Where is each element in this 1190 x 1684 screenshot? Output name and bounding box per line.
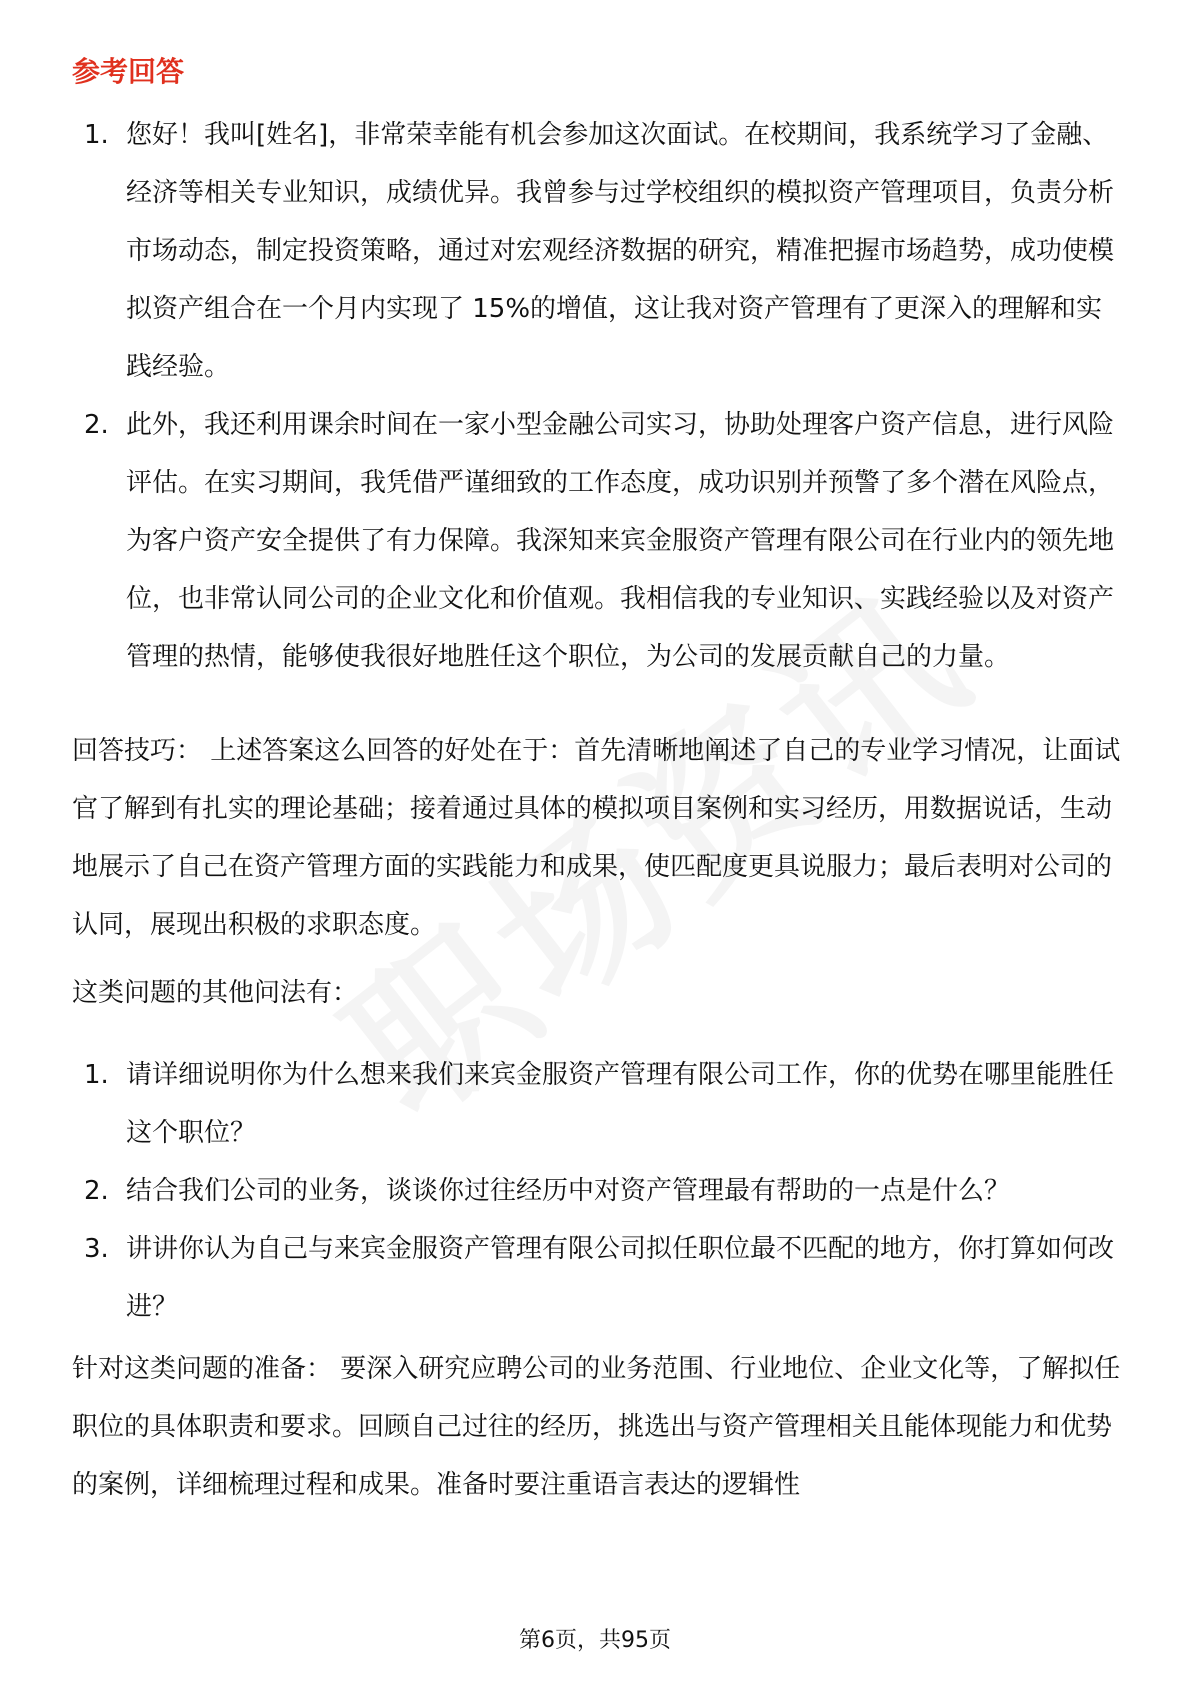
list-number: 1.: [84, 120, 109, 150]
list-item: [0, 1046, 1121, 1162]
list-item: [0, 1220, 1121, 1336]
preparation-paragraph: 针对这类问题的准备： 要深入研究应聘公司的业务范围、行业地位、企业文化等，了解拟任职位的具体职责和要求。回顾自己过往的经历，挑选出与资产管理相关且能体现能力和优势的案例，详细梳理过程和成果。准备时要注重语言表达的逻辑性: [72, 1354, 1121, 1500]
section-heading: 参考回答: [72, 55, 185, 88]
tips-paragraph: 回答技巧： 上述答案这么回答的好处在于：首先清晰地阐述了自己的专业学习情况，让面试官了解到有扎实的理论基础；接着通过具体的模拟项目案例和实习经历，用数据说话，生动地展示了自己在资产管理方面的实践能力和成果，使匹配度更具说服力；最后表明对公司的认同，展现出积极的求职态度。: [72, 736, 1121, 940]
list-number: 3.: [84, 1234, 109, 1264]
list-text: 结合我们公司的业务，谈谈你过往经历中对资产管理最有帮助的一点是什么？: [126, 1176, 1011, 1206]
list-item: [0, 396, 1121, 686]
list-item: [0, 106, 1121, 396]
list-item: [0, 1162, 1121, 1220]
list-text: 讲讲你认为自己与来宾金服资产管理有限公司拟任职位最不匹配的地方，你打算如何改进？: [126, 1234, 1115, 1322]
answer-list: [0, 106, 1121, 686]
list-number: 2.: [84, 1176, 109, 1206]
other-questions-intro: 这类问题的其他问法有：: [72, 978, 359, 1008]
list-text: 请详细说明你为什么想来我们来宾金服资产管理有限公司工作，你的优势在哪里能胜任这个职位？: [126, 1060, 1115, 1148]
page-number: 第6页，共95页: [519, 1628, 671, 1653]
list-text: 此外，我还利用课余时间在一家小型金融公司实习，协助处理客户资产信息，进行风险评估。在实习期间，我凭借严谨细致的工作态度，成功识别并预警了多个潜在风险点，为客户资产安全提供了有力保障。我深知来宾金服资产管理有限公司在行业内的领先地位，也非常认同公司的企业文化和价值观。我相信我的专业知识、实践经验以及对资产管理的热情，能够使我很好地胜任这个职位，为公司的发展贡献自己的力量。: [126, 410, 1115, 672]
list-number: 1.: [84, 1060, 109, 1090]
list-number: 2.: [84, 410, 109, 440]
list-text: 您好！我叫[姓名]，非常荣幸能有机会参加这次面试。在校期间，我系统学习了金融、经济等相关专业知识，成绩优异。我曾参与过学校组织的模拟资产管理项目，负责分析市场动态，制定投资策略，通过对宏观经济数据的研究，精准把握市场趋势，成功使模拟资产组合在一个月内实现了 15%的增值，这让我对资产管理有了更深入的理解和实践经验。: [126, 120, 1115, 382]
other-questions-list: [0, 1046, 1121, 1336]
